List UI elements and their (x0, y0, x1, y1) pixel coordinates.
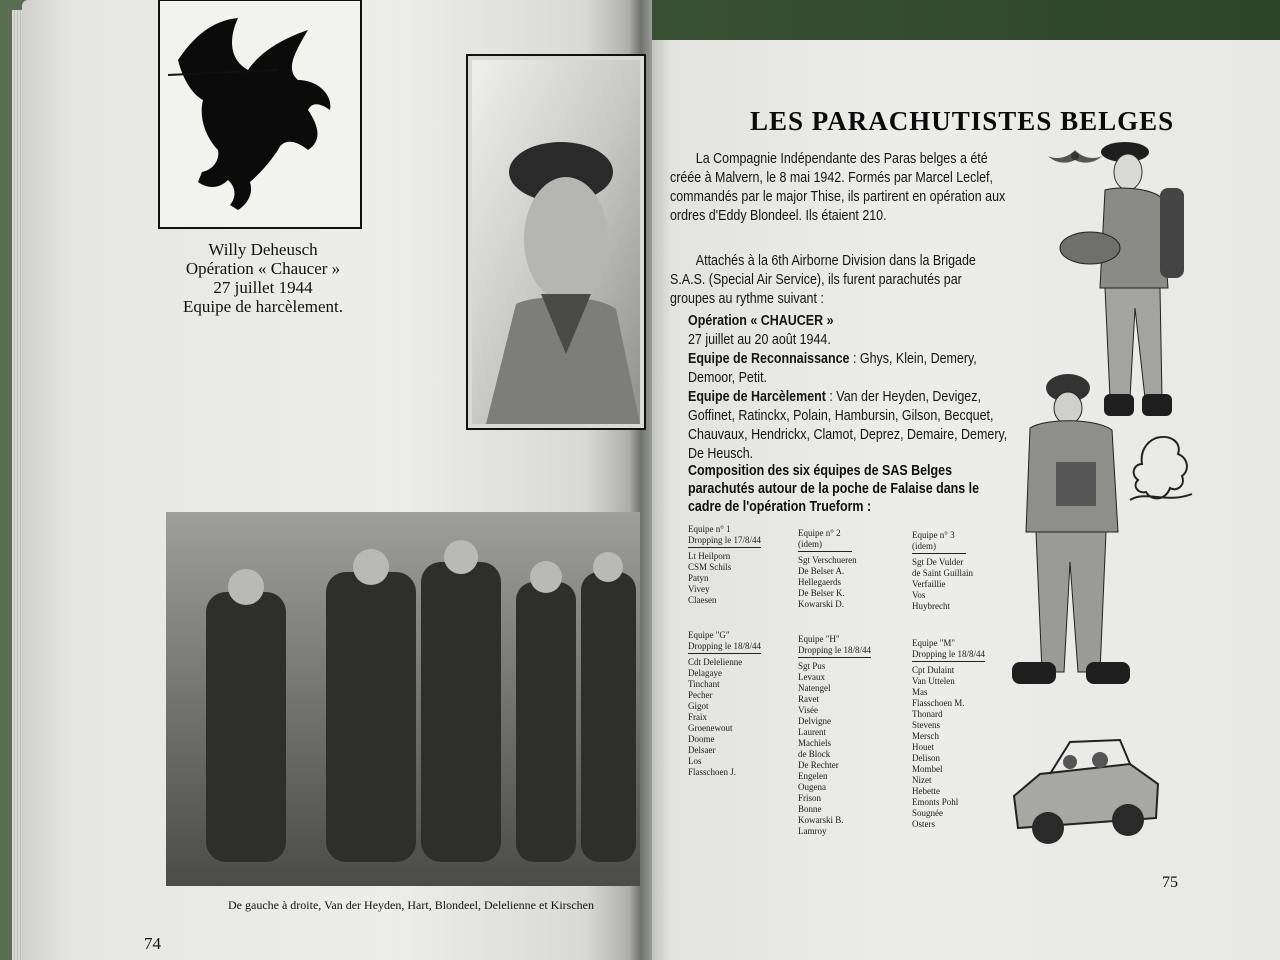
team-sub: (idem) (798, 539, 852, 552)
team-3 (912, 530, 973, 612)
team-member: Hellegaerds (798, 577, 841, 587)
team-sub: Dropping le 18/8/44 (688, 641, 761, 654)
team-member: De Belser K. (798, 588, 845, 598)
group-photo-caption: De gauche à droite, Van der Heyden, Hart, Blondeel, Delelienne et Kirschen (228, 898, 594, 912)
team-member: Bonne (798, 804, 822, 814)
team-title: Equipe "M" (912, 638, 956, 648)
team-member: Verfaillie (912, 579, 946, 589)
team-member: Mersch (912, 731, 939, 741)
team-g (688, 630, 761, 778)
team-sub: Dropping le 18/8/44 (912, 649, 985, 662)
team-member: Doome (688, 734, 715, 744)
team-sub: (idem) (912, 541, 966, 554)
team-member: Machiels (798, 738, 831, 748)
page-number-right: 75 (1162, 874, 1178, 891)
team-member: de Block (798, 749, 831, 759)
operation-block (688, 312, 1015, 464)
harass-members: : Van der Heyden, Devigez, Goffinet, Ratinckx, Polain, Hambursin, Gilson, Becquet, Chauvaux, Hendrickx, Clamot, Deprez, Demaire, Demery, De Heusch. (688, 389, 1008, 462)
team-title: Equipe n° 1 (688, 524, 731, 534)
team-member: Lamroy (798, 826, 827, 836)
team-member: Kowarski D. (798, 599, 844, 609)
intro-paragraph (670, 150, 1009, 226)
caption-date: 27 juillet 1944 (213, 278, 313, 297)
caption-operation: Opération « Chaucer » (185, 259, 341, 278)
team-title: Equipe n° 2 (798, 528, 841, 538)
team-member: Visée (798, 705, 818, 715)
team-member: Ravet (798, 694, 819, 704)
team-member: Groenewout (688, 723, 733, 733)
team-member: Levaux (798, 672, 825, 682)
team-sub: Dropping le 18/8/44 (798, 645, 871, 658)
team-member: Ougena (798, 782, 826, 792)
lion-emblem (1126, 430, 1196, 510)
team-member: Sgt De Vulder (912, 557, 964, 567)
team-title: Equipe "G" (688, 630, 730, 640)
team-member: Mas (912, 687, 928, 697)
team-2 (798, 528, 857, 610)
page-number-left: 74 (144, 934, 161, 953)
emblem-caption (158, 240, 368, 316)
team-member: De Rechter (798, 760, 839, 770)
team-member: Nizet (912, 775, 932, 785)
attachment-text: Attachés à la 6th Airborne Division dans la Brigade S.A.S. (Special Air Service), ils furent parachutés par groupes au rythme suivant : (670, 253, 976, 307)
page-title: LES PARACHUTISTES BELGES (750, 106, 1175, 136)
harass-label: Equipe de Harcèlement (688, 389, 826, 405)
team-member: Flasschoen J. (688, 767, 736, 777)
team-member: Vos (912, 590, 926, 600)
team-member: Delison (912, 753, 940, 763)
team-member: Patyn (688, 573, 709, 583)
team-member: Los (688, 756, 702, 766)
jeep-illustration (1010, 734, 1162, 848)
team-member: Delsaer (688, 745, 716, 755)
team-sub: Dropping le 17/8/44 (688, 535, 761, 548)
intro-text: La Compagnie Indépendante des Paras belges a été créée à Malvern, le 8 mai 1942. Formés par Marcel Leclef, commandés par le major Thise, ils partirent en opération aux ordres d'Eddy Blondeel. Ils étaient 210. (670, 151, 1006, 224)
team-member: Sgt Pus (798, 661, 826, 671)
team-member: Natengel (798, 683, 831, 693)
pegasus-emblem (158, 0, 362, 230)
composition-heading: Composition des six équipes de SAS Belges parachutés autour de la poche de Falaise dans le cadre de l'opération Trueform : (688, 463, 980, 515)
team-member: Vivey (688, 584, 710, 594)
team-member: de Saint Guillain (912, 568, 973, 578)
recon-members: : Ghys, Klein, Demery, Demoor, Petit. (688, 351, 977, 386)
team-member: Hebette (912, 786, 940, 796)
team-member: Claesen (688, 595, 717, 605)
team-m (912, 638, 985, 830)
caption-name: Willy Deheusch (208, 240, 318, 259)
team-member: Delvigne (798, 716, 831, 726)
team-1 (688, 524, 761, 606)
team-member: Sougnée (912, 808, 943, 818)
team-member: Lt Heilporn (688, 551, 731, 561)
team-title: Equipe "H" (798, 634, 840, 644)
group-photo (166, 512, 640, 886)
team-h (798, 634, 871, 837)
attachment-paragraph (670, 252, 1009, 309)
team-member: Engelen (798, 771, 828, 781)
team-member: Gigot (688, 701, 709, 711)
team-title: Equipe n° 3 (912, 530, 955, 540)
team-member: Stevens (912, 720, 940, 730)
team-member: Cpt Dulaint (912, 665, 955, 675)
team-member: Mombel (912, 764, 943, 774)
team-member: Cdt Delelienne (688, 657, 743, 667)
team-member: De Belser A. (798, 566, 845, 576)
team-member: Emonts Pohl (912, 797, 959, 807)
operation-heading: Opération « CHAUCER » (688, 313, 834, 329)
operation-dates: 27 juillet au 20 août 1944. (688, 332, 831, 348)
team-member: Houet (912, 742, 934, 752)
portrait-sketch (466, 54, 646, 430)
team-member: Sgt Verschueren (798, 555, 857, 565)
team-member: Laurent (798, 727, 826, 737)
team-member: Flasschoen M. (912, 698, 965, 708)
team-member: Tinchant (688, 679, 720, 689)
team-member: Pecher (688, 690, 713, 700)
team-member: Osters (912, 819, 935, 829)
recon-label: Equipe de Reconnaissance (688, 351, 850, 367)
paratrooper-illustration-bottom (1006, 372, 1136, 702)
team-member: Kowarski B. (798, 815, 844, 825)
team-member: Frison (798, 793, 822, 803)
team-member: Delagaye (688, 668, 722, 678)
team-member: Thonard (912, 709, 943, 719)
team-member: Huybrecht (912, 601, 950, 611)
team-member: CSM Schils (688, 562, 732, 572)
team-member: Fraix (688, 712, 707, 722)
caption-role: Equipe de harcèlement. (182, 297, 343, 316)
team-member: Van Uttelen (912, 676, 955, 686)
